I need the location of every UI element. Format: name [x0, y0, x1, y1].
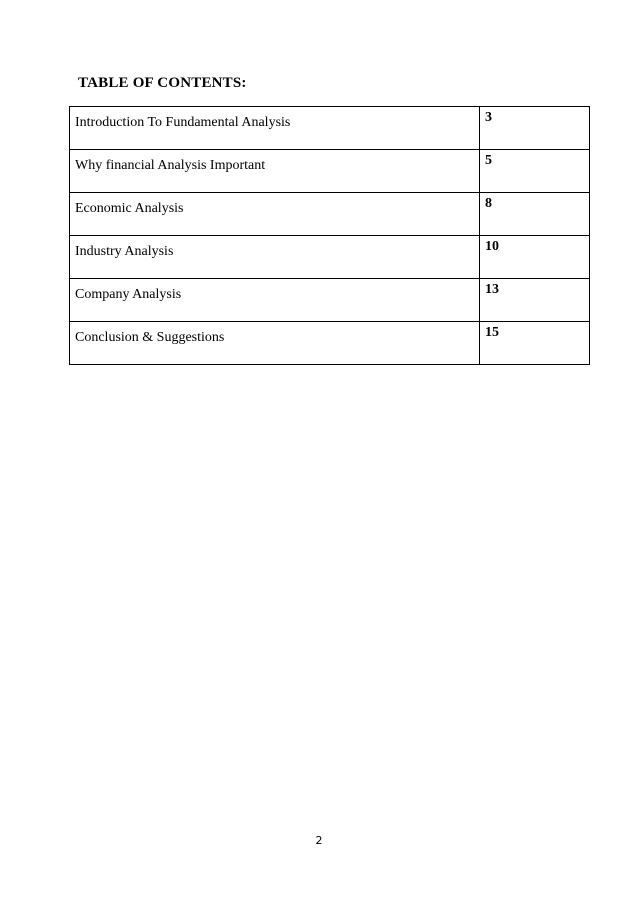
- toc-row: [70, 322, 590, 365]
- toc-table: [69, 106, 590, 365]
- toc-page-number: 15: [485, 325, 499, 340]
- toc-title-cell: [70, 107, 480, 150]
- toc-title-cell: [70, 322, 480, 365]
- toc-title: Conclusion & Suggestions: [75, 330, 225, 345]
- toc-row: [70, 193, 590, 236]
- toc-title-cell: [70, 236, 480, 279]
- toc-title-cell: [70, 150, 480, 193]
- toc-page-number: 10: [485, 239, 499, 254]
- toc-title: Company Analysis: [75, 287, 182, 302]
- toc-title: Industry Analysis: [75, 244, 174, 259]
- page-number: 2: [315, 834, 323, 847]
- toc-page-cell: [480, 236, 590, 279]
- toc-row: [70, 236, 590, 279]
- toc-title: Why financial Analysis Important: [75, 158, 266, 173]
- toc-page-cell: [480, 150, 590, 193]
- toc-page-number: 13: [485, 282, 499, 297]
- toc-title: Economic Analysis: [75, 201, 184, 216]
- toc-row: [70, 150, 590, 193]
- toc-page-cell: [480, 322, 590, 365]
- toc-row: [70, 107, 590, 150]
- toc-page-number: 3: [485, 110, 492, 125]
- toc-row: [70, 279, 590, 322]
- toc-title-cell: [70, 193, 480, 236]
- toc-title-cell: [70, 279, 480, 322]
- toc-page-cell: [480, 279, 590, 322]
- toc-title: Introduction To Fundamental Analysis: [75, 115, 291, 130]
- toc-page-number: 5: [485, 153, 492, 168]
- toc-page-number: 8: [485, 196, 492, 211]
- toc-heading: TABLE OF CONTENTS:: [78, 75, 247, 91]
- toc-page-cell: [480, 193, 590, 236]
- toc-page-cell: [480, 107, 590, 150]
